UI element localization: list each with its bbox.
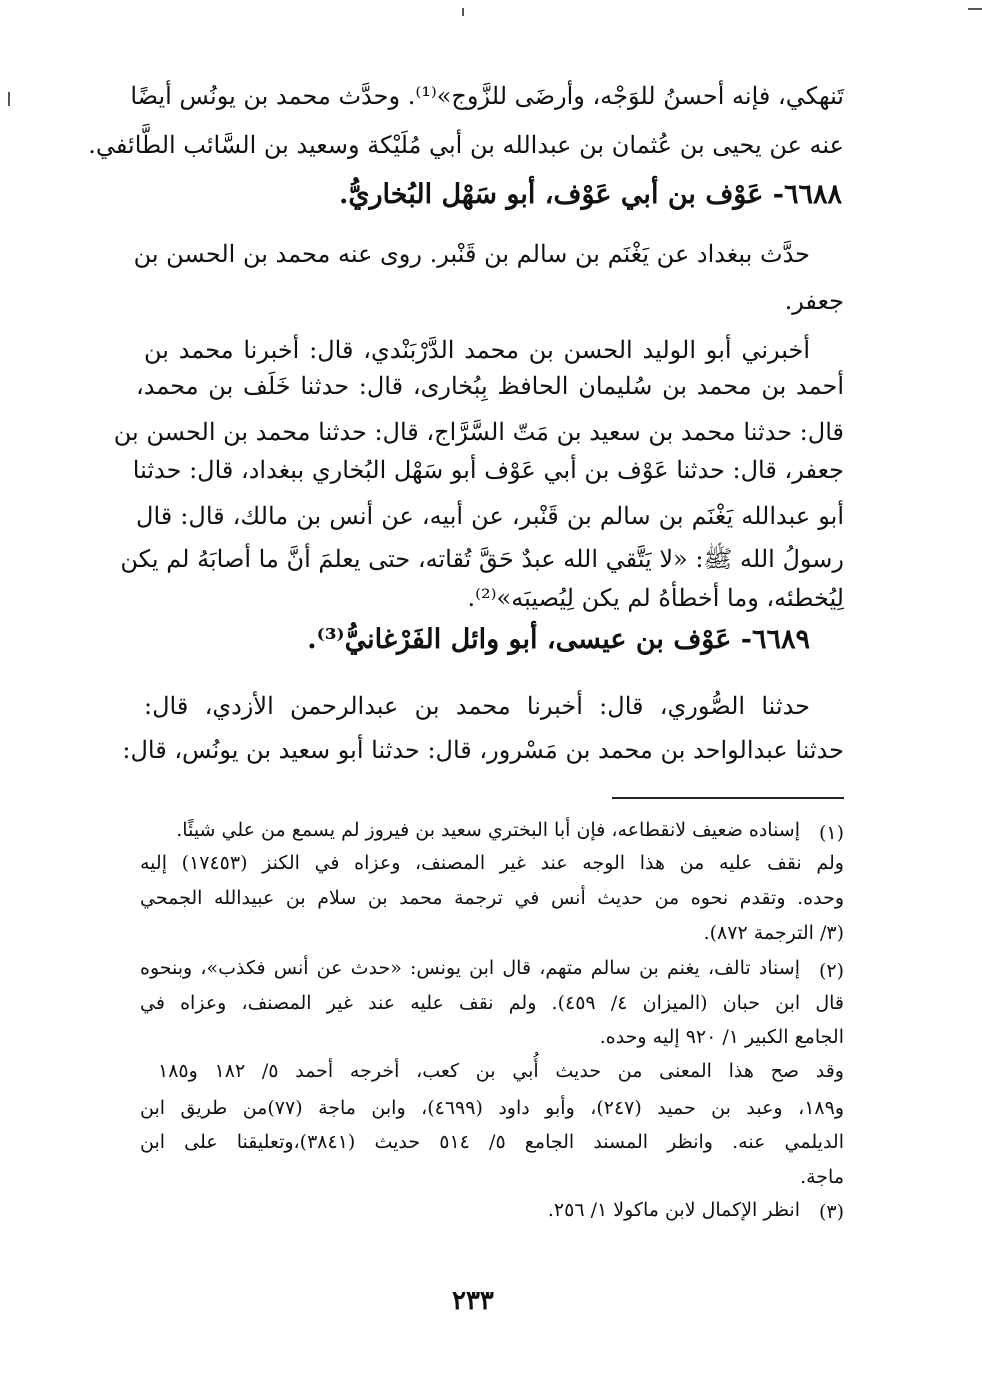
text-line: لِيُخطئه، وما أخطأهُ لم يكن لِيُصيبَه»⁽²⁾. bbox=[467, 584, 844, 612]
footnote-line: وحده. وتقدم نحوه من حديث أنس في ترجمة محمد بن سلام بن عبيدالله الجمحي bbox=[140, 887, 844, 909]
text-line: حدثنا الصُّوري، قال: أخبرنا محمد بن عبدالرحمن الأزدي، قال: bbox=[144, 692, 810, 720]
text-line: أحمد بن محمد بن سُليمان الحافظ بِبُخارى، قال: حدثنا خَلَف بن محمد، bbox=[136, 372, 844, 400]
footnote-line: ولم نقف عليه من هذا الوجه عند غير المصنف، وعزاه في الكنز (١٧٤٥٣) إليه bbox=[140, 852, 844, 874]
text-line: أبو عبدالله يَغْنَم بن سالم بن قَنْبر، عن أبيه، عن أنس بن مالك، قال: قال bbox=[136, 502, 844, 530]
footnote-line: إسناد تالف، يغنم بن سالم متهم، قال ابن يونس: «حدث عن أنس فكذب»، وبنحوه bbox=[140, 957, 800, 979]
page-number: ٢٣٣ bbox=[452, 1286, 494, 1316]
footnote-line: الجامع الكبير ١/ ٩٢٠ إليه وحده. bbox=[599, 1026, 844, 1048]
text-line: جعفر. bbox=[784, 287, 844, 315]
footnote-number: (١) bbox=[818, 822, 844, 844]
footnote-line: الديلمي عنه. وانظر المسند الجامع ٥/ ٥١٤ حديث (٣٨٤١)،وتعليقنا على ابن bbox=[140, 1131, 844, 1153]
entry-heading: ٦٦٨٨- عَوْف بن أبي عَوْف، أبو سَهْل البُخاريُّ. bbox=[338, 179, 842, 210]
scan-mark-top bbox=[462, 8, 464, 16]
text-line: عنه عن يحيى بن عُثمان بن عبدالله بن أبي مُلَيْكة وسعيد بن السَّائب الطَّائفي. bbox=[88, 131, 844, 159]
text-line: حدثنا عبدالواحد بن محمد بن مَسْرور، قال: حدثنا أبو سعيد بن يونُس، قال: bbox=[122, 736, 844, 764]
footnote-line: ماجة. bbox=[800, 1166, 844, 1188]
text-line: جعفر، قال: حدثنا عَوْف بن أبي عَوْف أبو سَهْل البُخاري ببغداد، قال: حدثنا bbox=[132, 456, 844, 484]
footnote-line: (٣/ الترجمة ٨٧٢). bbox=[703, 922, 844, 944]
entry-heading: ٦٦٨٩- عَوْف بن عيسى، أبو وائل الفَرْغانيُّ⁽³⁾. bbox=[307, 624, 810, 655]
footnote-line: قال ابن حبان (الميزان ٤/ ٤٥٩). ولم نقف عليه عند غير المصنف، وعزاه في bbox=[140, 992, 845, 1014]
footnote-separator bbox=[612, 797, 844, 799]
text-line: رسولُ الله ﷺ: «لا يَتَّقي الله عبدٌ حَقَّ تُقاته، حتى يعلمَ أنَّ ما أصابَهُ لم يكن bbox=[120, 545, 844, 573]
text-line: قال: حدثنا محمد بن سعيد بن مَتّ السَّرَّاج، قال: حدثنا محمد بن الحسن بن bbox=[113, 418, 844, 446]
scan-mark-left bbox=[8, 92, 10, 106]
footnote-line: إسناده ضعيف لانقطاعه، فإن أبا البختري سعيد بن فيروز لم يسمع من علي شيئًا. bbox=[176, 819, 800, 841]
footnote-line: و١٨٩، وعبد بن حميد (٢٤٧)، وأبو داود (٤٦٩٩)، وابن ماجة (٧٧)من طريق ابن bbox=[140, 1097, 845, 1119]
scan-mark-right bbox=[968, 8, 982, 10]
text-line: أخبرني أبو الوليد الحسن بن محمد الدَّرْبَنْدي، قال: أخبرنا محمد بن bbox=[144, 336, 810, 364]
footnote-line: وقد صح هذا المعنى من حديث أُبي بن كعب، أخرجه أحمد ٥/ ١٨٢ و١٨٥ bbox=[158, 1060, 844, 1082]
text-line: تَنهكي، فإنه أحسنُ للوَجْه، وأرضَى للزَّوج»⁽¹⁾. وحدَّث محمد بن يونُس أيضًا bbox=[130, 82, 844, 110]
text-line: حدَّث ببغداد عن يَغْنَم بن سالم بن قَنْبر. روى عنه محمد بن الحسن بن bbox=[133, 240, 810, 268]
footnote-number: (٢) bbox=[818, 960, 844, 982]
footnote-line: انظر الإكمال لابن ماكولا ١/ ٢٥٦. bbox=[547, 1199, 800, 1221]
footnote-number: (٣) bbox=[818, 1201, 844, 1223]
